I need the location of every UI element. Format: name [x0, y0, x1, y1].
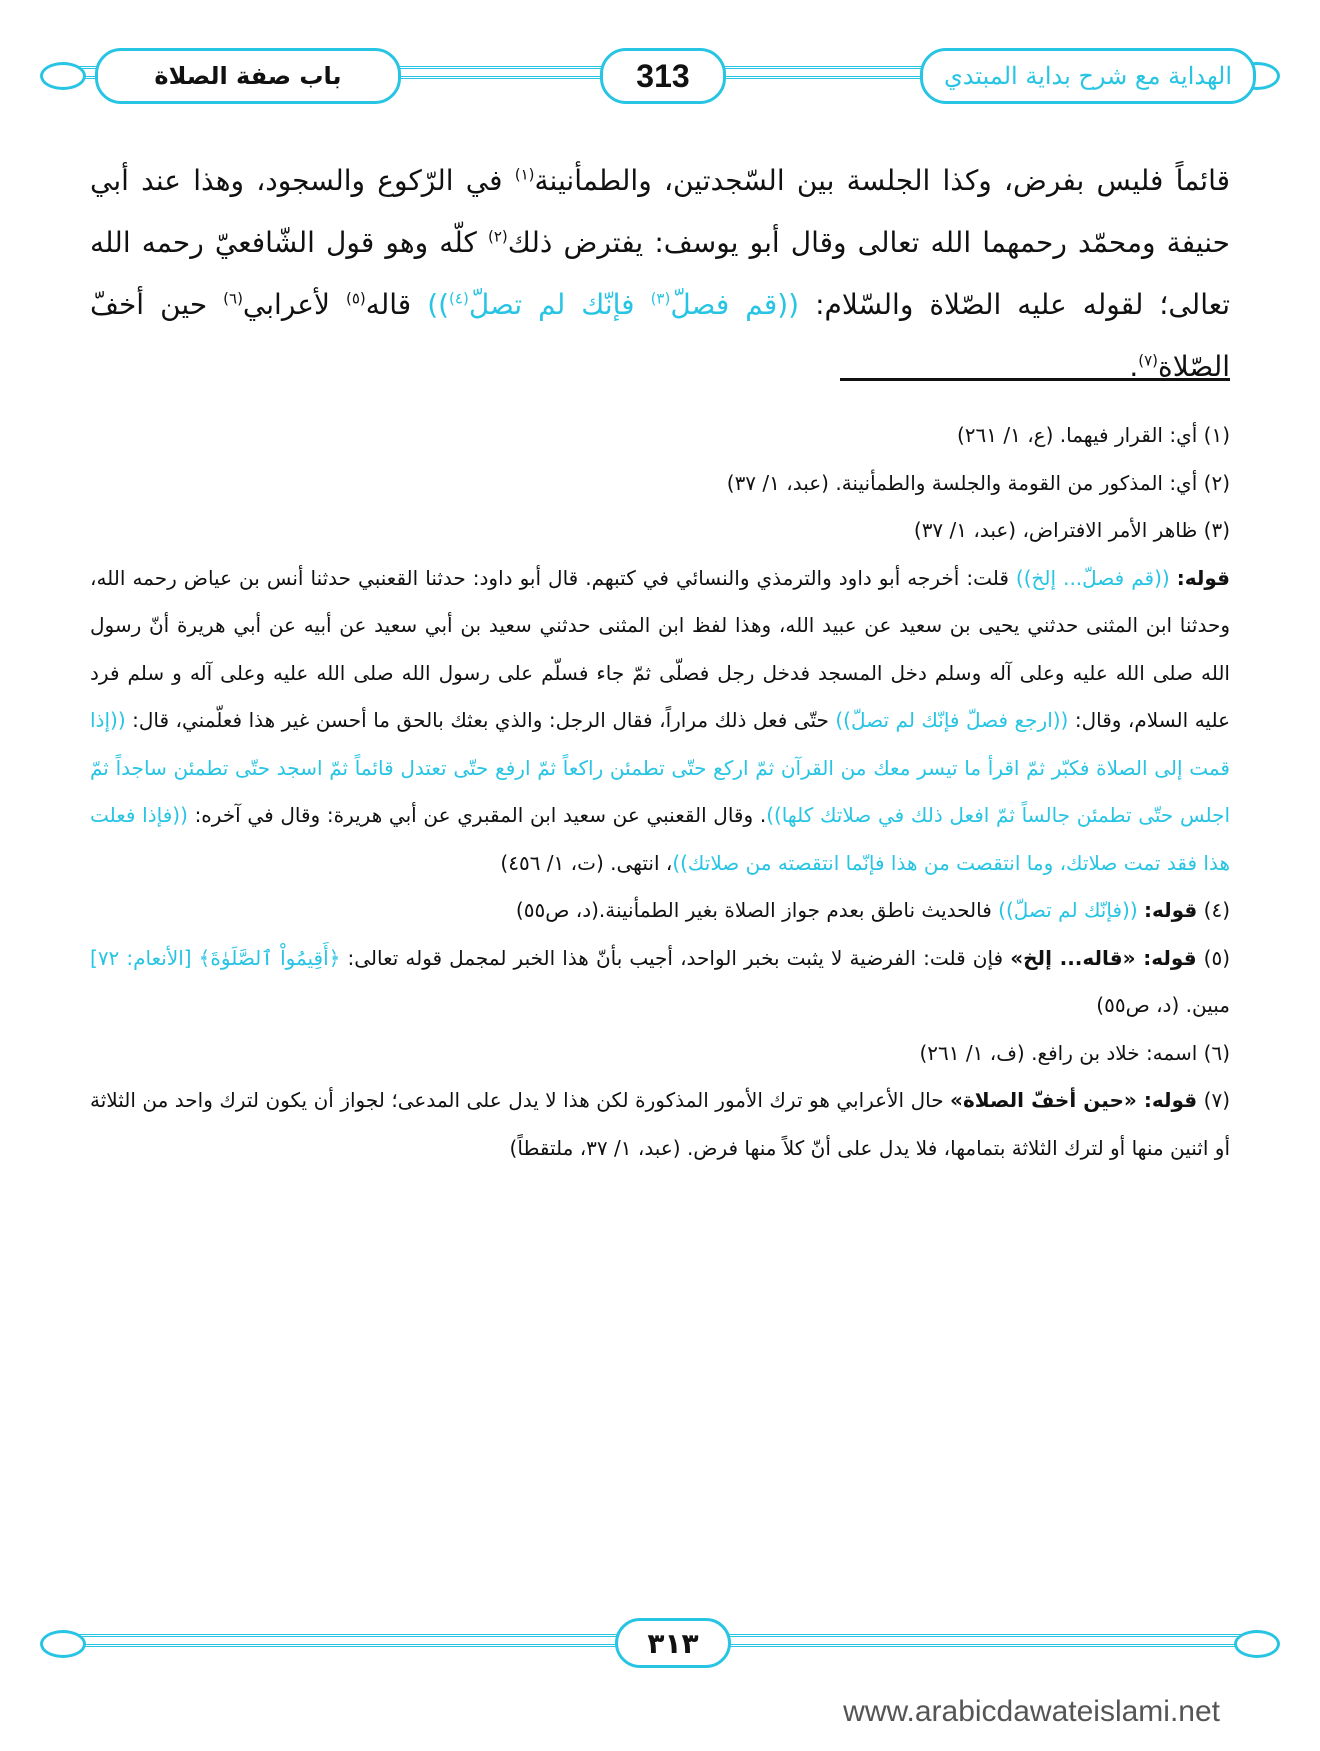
- ornament-icon: [40, 62, 86, 90]
- ornament-icon: [40, 1630, 86, 1658]
- footnote-1: (١) أي: القرار فيهما. (ع، ١/ ٢٦١): [956, 423, 1230, 447]
- ornament-icon: [1234, 1630, 1280, 1658]
- main-paragraph: قائماً فليس بفرض، وكذا الجلسة بين السّجدتين، والطمأنينة$^{(١)}$ في الرّكوع والسجود، وهذا عند أبي حنيفة ومحمّد رحمهما الله تعالى وقال أبو يوسف: يفترض ذلك$^{(٢)}$ كلّه وهو قول الشّافعيّ رحمه الله تعالى؛ لقوله عليه الصّلاة والسّلام: ((قم فصلّ$^{(٣)}$ فإنّك لم تصلّ$^{(٤)}$)) قاله$^{(٥)}$ لأعرابي$^{(٦)}$ حين أخفّ الصّلاة$^{(٧)}$.: [90, 164, 1231, 383]
- website-url: www.arabicdawateislami.net: [843, 1695, 1220, 1728]
- footnote-separator: [840, 378, 1230, 381]
- hadith-quote: ((قم فصلّ$^{(٣)}$ فإنّك لم تصلّ$^{(٤)}$)): [427, 288, 800, 321]
- footnote-2: (٢) أي: المذكور من القومة والجلسة والطمأنينة. (عبد، ١/ ٣٧): [726, 470, 1230, 495]
- footnote-6: (٦) اسمه: خلاد بن رافع. (ف، ١/ ٢٦١): [919, 1040, 1230, 1065]
- main-text: [90, 150, 1230, 398]
- header-page-number: 313: [600, 48, 726, 104]
- page-footer: [40, 1612, 1280, 1672]
- footnote-7: (٧) قوله: «حين أخفّ الصلاة» حال الأعرابي هو ترك الأمور المذكورة لكن هذا لا يدل على المدعى؛ لجواز أن يكون لترك واحد من الثلاثة أو اثنين منها أو لترك الثلاثة بتمامها، فلا يدل على أنّ كلاً منها فرض. (عبد، ١/ ٣٧، ملتقطاً): [90, 1088, 1231, 1160]
- footnote-4: (٤) قوله: ((فإنّك لم تصلّ)) فالحديث ناطق بعدم جواز الصلاة بغير الطمأنينة.(د، ص٥٥): [515, 898, 1230, 922]
- footer-page-number: ٣١٣: [615, 1618, 731, 1668]
- footnotes: [90, 412, 1230, 1172]
- footnote-3: (٣) ظاهر الأمر الافتراض، (عبد، ١/ ٣٧): [913, 518, 1230, 542]
- footnote-5: (٥) قوله: «قاله... إلخ» فإن قلت: الفرضية لا يثبت بخبر الواحد، أجيب بأنّ هذا الخبر لمجمل قوله تعالى: ﴿أَقِيمُواْ ٱلصَّلَوٰةَ﴾ [الأنعام: ٧٢] مبين. (د، ص٥٥): [90, 945, 1231, 1017]
- chapter-title: باب صفة الصلاة: [95, 48, 401, 104]
- book-title: الهداية مع شرح بداية المبتدي: [920, 48, 1256, 104]
- footnote-3-commentary: قوله: ((قم فصلّ... إلخ)) قلت: أخرجه أبو داود والترمذي والنسائي في كتبهم. قال أبو داود: حدثنا القعنبي حدثنا أنس بن عياض رحمه الله، وحدثنا ابن المثنى حدثني يحيى بن سعيد عن عبيد الله، وهذا لفظ ابن المثنى حدثني سعيد بن أبي سعيد عن أبيه عن أبي هريرة أنّ رسول الله صلى الله عليه وعلى آله وسلم دخل المسجد فدخل رجل فصلّى ثمّ جاء فسلّم على رسول الله صلى الله عليه وعلى آله و سلم فرد عليه السلام، وقال: ((ارجع فصلّ فإنّك لم تصلّ)) حتّى فعل ذلك مراراً، فقال الرجل: والذي بعثك بالحق ما أحسن غير هذا فعلّمني، قال: ((إذا قمت إلى الصلاة فكبّر ثمّ اقرأ ما تيسر معك من القرآن ثمّ اركع حتّى تطمئن راكعاً ثمّ ارفع حتّى تعتدل قائماً ثمّ اسجد حتّى تطمئن ساجداً ثمّ اجلس حتّى تطمئن جالساً ثمّ افعل ذلك في صلاتك كلها)). وقال القعنبي عن سعيد ابن المقبري عن أبي هريرة: وقال في آخره: ((فإذا فعلت هذا فقد تمت صلاتك، وما انتقصت من هذا فإنّما انتقصته من صلاتك))، انتهى. (ت، ١/ ٤٥٦): [90, 565, 1231, 875]
- page-header: [40, 40, 1280, 112]
